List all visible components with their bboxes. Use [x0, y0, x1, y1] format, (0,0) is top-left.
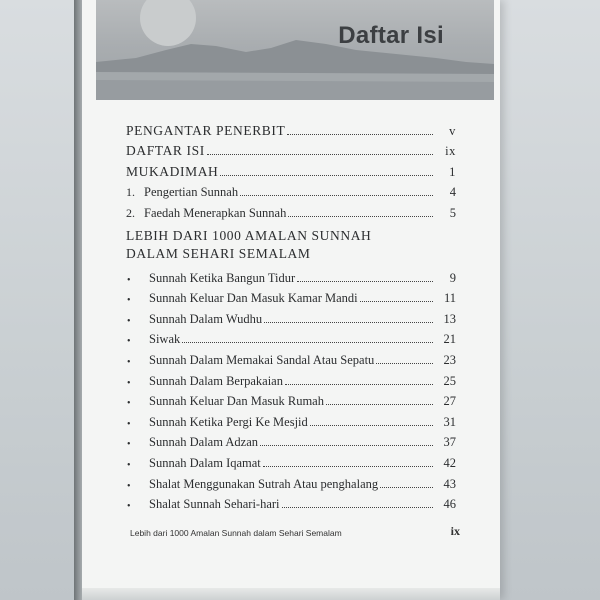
entry-label: Sunnah Dalam Memakai Sandal Atau Sepatu: [149, 352, 375, 367]
bullet-icon: •: [127, 418, 131, 430]
dot-leader: [285, 384, 433, 385]
book-page: [82, 0, 500, 600]
entry-page-number: ix: [445, 144, 456, 159]
entry-page-number: 23: [443, 352, 456, 367]
entry-label: Sunnah Dalam Berpakaian: [149, 373, 283, 388]
dot-leader: [240, 195, 433, 196]
entry-label: Sunnah Dalam Wudhu: [149, 311, 263, 326]
dot-leader: [264, 322, 433, 323]
toc-entry: [126, 430, 456, 451]
bullet-icon: •: [127, 398, 131, 410]
entry-page-number: 43: [443, 476, 456, 491]
shore-shape: [96, 80, 494, 100]
toc-entry: [126, 180, 456, 201]
numbered-list: [126, 180, 456, 221]
toc-entry: [126, 492, 456, 513]
toc-entry: [126, 409, 456, 430]
front-matter-list: [126, 118, 456, 180]
page-bottom-edge: [82, 588, 500, 600]
bullet-icon: •: [127, 274, 131, 286]
landscape-illustration: [96, 0, 494, 100]
toc-entry: [126, 306, 456, 327]
toc-entry: [126, 450, 456, 471]
entry-page-number: 37: [443, 435, 456, 450]
entry-label: Shalat Menggunakan Sutrah Atau penghalang: [149, 476, 379, 491]
entry-label: Shalat Sunnah Sehari-hari: [149, 497, 280, 512]
table-of-contents: [126, 118, 456, 512]
bullet-icon: •: [127, 295, 131, 307]
entry-label: Sunnah Ketika Pergi Ke Mesjid: [149, 414, 308, 429]
dot-leader: [380, 487, 433, 488]
dot-leader: [360, 301, 433, 302]
entry-label: Pengertian Sunnah: [144, 185, 239, 200]
entry-page-number: 31: [443, 414, 456, 429]
entry-label: Siwak: [149, 332, 181, 347]
dot-leader: [220, 175, 433, 176]
entry-page-number: 46: [443, 497, 456, 512]
bullet-icon: •: [127, 459, 131, 471]
toc-entry: [126, 389, 456, 410]
bullet-icon: •: [127, 377, 131, 389]
entry-label: Sunnah Dalam Iqamat: [149, 455, 261, 470]
dot-leader: [297, 281, 433, 282]
entry-label: Sunnah Ketika Bangun Tidur: [149, 270, 296, 285]
dot-leader: [263, 466, 433, 467]
entry-number: 1.: [126, 185, 135, 200]
bullet-icon: •: [127, 336, 131, 348]
toc-entry: [126, 368, 456, 389]
entry-page-number: 4: [449, 185, 456, 200]
entry-page-number: 27: [443, 394, 456, 409]
bullet-icon: •: [127, 356, 131, 368]
toc-entry: [126, 265, 456, 286]
entry-label: DAFTAR ISI: [126, 143, 205, 159]
toc-entry: [126, 118, 456, 139]
footer-page-number: ix: [450, 524, 460, 538]
entry-page-number: 9: [449, 270, 456, 285]
page-title: Daftar Isi: [338, 22, 444, 49]
entry-label: Sunnah Keluar Dan Masuk Kamar Mandi: [149, 291, 358, 306]
dot-leader: [288, 216, 433, 217]
entry-page-number: v: [449, 123, 456, 138]
toc-entry: [126, 471, 456, 492]
entry-label: Faedah Menerapkan Sunnah: [144, 205, 287, 220]
entry-label: Sunnah Keluar Dan Masuk Rumah: [149, 394, 324, 409]
section-heading: [126, 227, 456, 263]
section-heading-line-2: DALAM SEHARI SEMALAM: [126, 245, 311, 261]
entry-page-number: 21: [443, 332, 456, 347]
bullet-icon: •: [127, 439, 131, 451]
toc-entry: [126, 200, 456, 221]
toc-entry: [126, 347, 456, 368]
entry-page-number: 11: [443, 291, 456, 306]
dot-leader: [282, 507, 433, 508]
dot-leader: [326, 404, 433, 405]
toc-entry: [126, 159, 456, 180]
section-heading-line-1: LEBIH DARI 1000 AMALAN SUNNAH: [126, 227, 372, 243]
dot-leader: [207, 154, 433, 155]
toc-entry: [126, 286, 456, 307]
bullet-icon: •: [127, 501, 131, 513]
toc-entry: [126, 327, 456, 348]
entry-label: Sunnah Dalam Adzan: [149, 435, 259, 450]
entry-label: PENGANTAR PENERBIT: [126, 122, 286, 138]
entry-page-number: 1: [449, 164, 456, 179]
dot-leader: [260, 445, 433, 446]
bullet-icon: •: [127, 315, 131, 327]
bullet-icon: •: [127, 480, 131, 492]
entry-number: 2.: [126, 205, 135, 220]
entry-page-number: 13: [443, 311, 456, 326]
footer-book-title: Lebih dari 1000 Amalan Sunnah dalam Sehari Semalam: [130, 528, 342, 538]
dot-leader: [182, 342, 433, 343]
dot-leader: [287, 134, 433, 135]
dot-leader: [376, 363, 433, 364]
bullet-list: [126, 265, 456, 512]
page-footer: [130, 524, 460, 539]
entry-page-number: 42: [443, 455, 456, 470]
sun-shape: [140, 0, 196, 46]
header-banner: [96, 0, 494, 100]
toc-entry: [126, 139, 456, 160]
entry-page-number: 25: [443, 373, 456, 388]
dot-leader: [310, 425, 433, 426]
entry-page-number: 5: [449, 205, 456, 220]
entry-label: MUKADIMAH: [126, 163, 219, 179]
